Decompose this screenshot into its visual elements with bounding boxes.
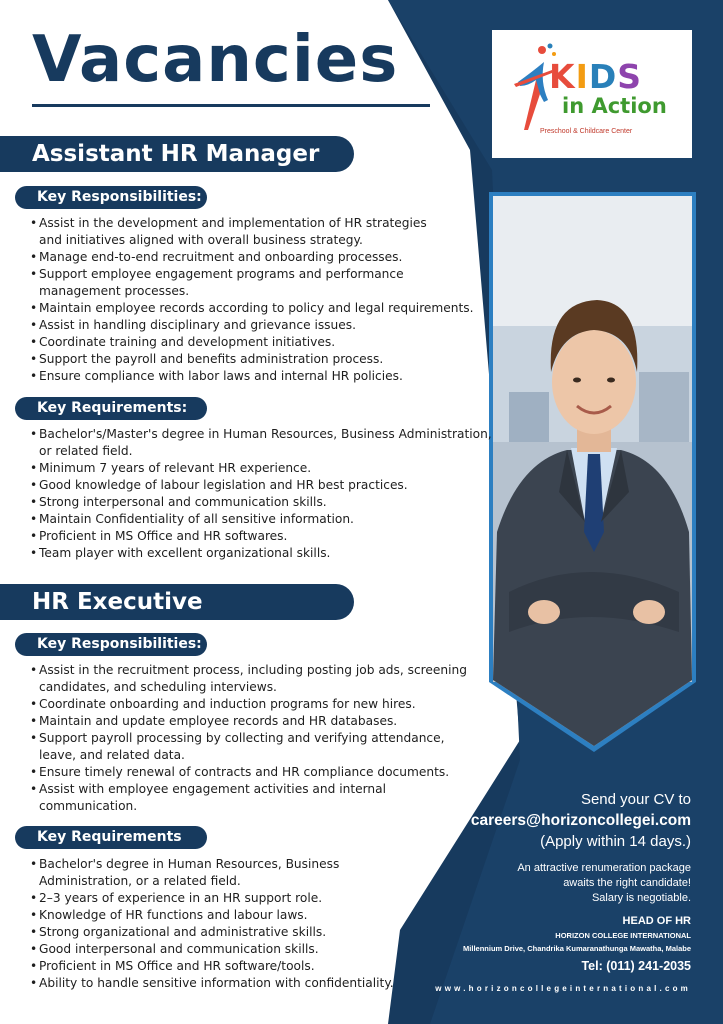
title-underline [32,104,430,107]
logo-letter: S [617,57,643,96]
kids-in-action-logo [492,30,692,158]
college-address: Millennium Drive, Chandrika Kumaranathunga Mawatha, Malabe [463,944,691,953]
list-item: or related field. [39,444,133,458]
college-name: HORIZON COLLEGE INTERNATIONAL [555,931,691,940]
logo-letter: D [588,57,618,96]
logo-tagline: Preschool & Childcare Center [540,128,633,135]
list-item: • Support employee engagement programs and performance [30,266,474,283]
job-title-assistant-hr-manager: Assistant HR Manager [0,136,354,172]
logo-letter: K [549,57,576,96]
list-item: • Assist in handling disciplinary and grievance issues. [30,317,474,334]
job1-requirements-list [30,426,492,562]
list-item: • Bachelor's/Master's degree in Human Resources, Business Administration, [30,426,492,443]
list-item: • Assist with employee engagement activities and internal [30,781,467,798]
package-line-2: awaits the right candidate! [563,877,691,889]
logo-in-action-text: in Action [562,94,667,118]
job1-responsibilities-heading: Key Responsibilities: [15,186,207,209]
list-item: • 2–3 years of experience in an HR support role. [30,890,394,907]
list-item: • Team player with excellent organizational skills. [30,545,492,562]
contact-block [463,913,691,977]
list-item: • Ability to handle sensitive information with confidentiality. [30,975,394,992]
list-item: • Support payroll processing by collecting and verifying attendance, [30,730,467,747]
job2-requirements-heading: Key Requirements [15,826,207,849]
job1-requirements-heading: Key Requirements: [15,397,207,420]
list-item: • Proficient in MS Office and HR software/tools. [30,958,394,975]
list-item: • Assist in the development and implementation of HR strategies [30,215,474,232]
list-item: • Coordinate onboarding and induction programs for new hires. [30,696,467,713]
list-item: Administration, or a related field. [39,874,241,888]
job2-requirements-list [30,856,394,992]
website-link[interactable]: www.horizoncollegeinternational.com [435,984,691,993]
cv-intro-text: Send your CV to [580,791,691,808]
list-item: • Minimum 7 years of relevant HR experience. [30,460,492,477]
list-item: • Good knowledge of labour legislation and HR best practices. [30,477,492,494]
list-item: • Ensure timely renewal of contracts and HR compliance documents. [30,764,467,781]
logo-kids-text [549,57,643,96]
list-item: • Bachelor's degree in Human Resources, Business [30,856,394,873]
cv-email-link[interactable]: careers@horizoncollegei.com [470,812,691,829]
list-item: • Knowledge of HR functions and labour laws. [30,907,394,924]
list-item: • Ensure compliance with labor laws and internal HR policies. [30,368,474,385]
list-item: • Strong organizational and administrative skills. [30,924,394,941]
job1-responsibilities-list [30,215,474,385]
package-line-3: Salary is negotiable. [591,892,691,904]
job2-responsibilities-list [30,662,467,815]
list-item: leave, and related data. [39,748,185,762]
list-item: • Coordinate training and development initiatives. [30,334,474,351]
list-item: • Manage end-to-end recruitment and onboarding processes. [30,249,474,266]
list-item: • Strong interpersonal and communication skills. [30,494,492,511]
list-item: • Maintain and update employee records and HR databases. [30,713,467,730]
cv-apply-deadline: (Apply within 14 days.) [540,833,691,850]
package-note [517,861,691,906]
cv-submission-block [471,790,691,852]
list-item: management processes. [39,284,190,298]
package-line-1: An attractive renumeration package [517,862,691,874]
logo-letter: I [575,57,589,96]
page-title: Vacancies [32,23,399,97]
businessman-photo [489,192,696,752]
list-item: • Proficient in MS Office and HR softwares. [30,528,492,545]
list-item: • Maintain employee records according to policy and legal requirements. [30,300,474,317]
list-item: • Good interpersonal and communication skills. [30,941,394,958]
contact-head: HEAD OF HR [622,915,691,927]
list-item: and initiatives aligned with overall business strategy. [39,233,363,247]
list-item: • Assist in the recruitment process, including posting job ads, screening [30,662,467,679]
list-item: candidates, and scheduling interviews. [39,680,277,694]
job-title-hr-executive: HR Executive [0,584,354,620]
contact-telephone[interactable]: Tel: (011) 241-2035 [581,959,691,973]
list-item: communication. [39,799,138,813]
job2-responsibilities-heading: Key Responsibilities: [15,633,207,656]
list-item: • Support the payroll and benefits administration process. [30,351,474,368]
list-item: • Maintain Confidentiality of all sensitive information. [30,511,492,528]
